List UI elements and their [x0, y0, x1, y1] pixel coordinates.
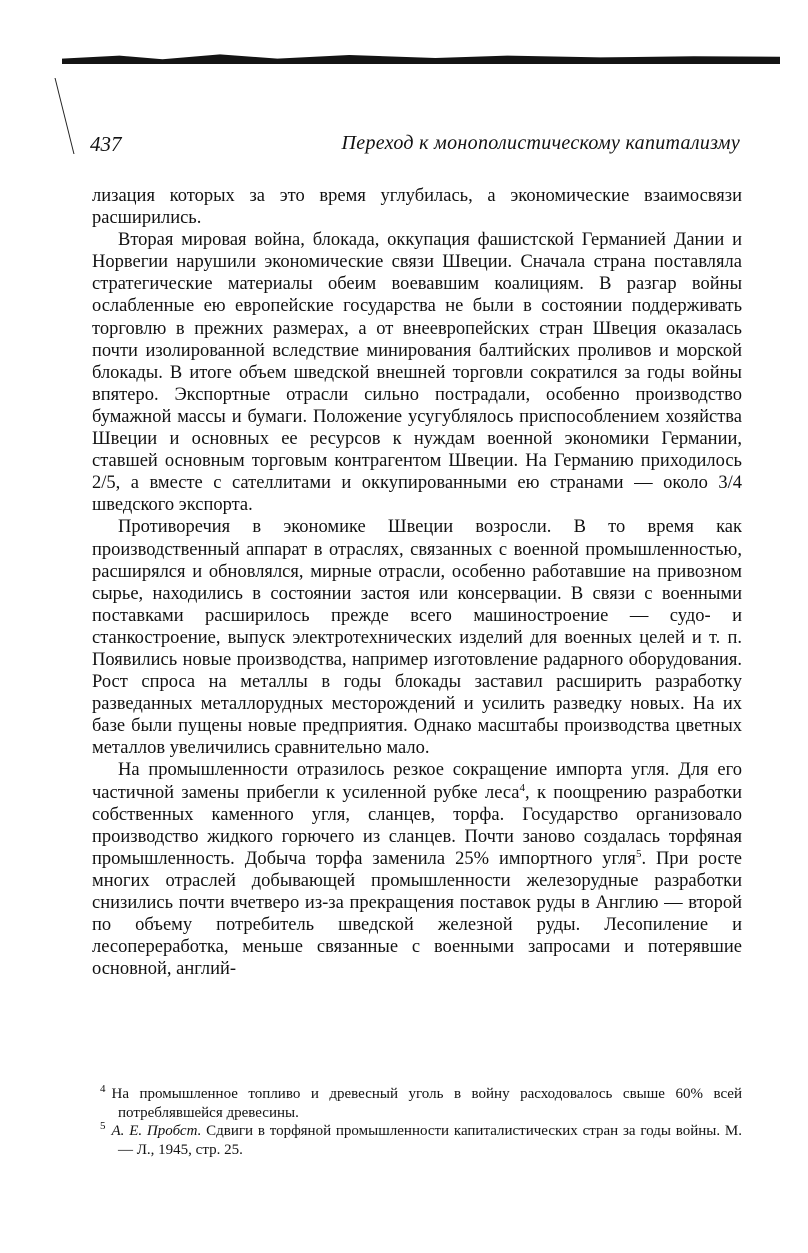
- footnote-4-text: На промышленное топливо и древесный уголь в войну расходовалось свыше 60% всей потреблявшейся древесины.: [111, 1086, 742, 1121]
- paragraph-4-part-2: , к поощрению разработки собственных каменного угля, сланцев, торфа. Государство организовало производство жидкого горючего из сланцев. Почти заново создалась торфяная промышленность. Добыча торфа заменила 25% импортного угля: [92, 782, 742, 869]
- footnote-5-text: Сдвиги в торфяной промышленности капиталистических стран за годы войны. М.— Л., 1945, стр. 25.: [118, 1123, 742, 1158]
- paragraph-4-part-3: . При росте многих отраслей добывающей промышленности железорудные разработки снизились почти вчетверо из-за прекращения поставок руды в Англию — второй по объему потребитель шведской железной руды. Лесопиление и лесопереработка, меньше связанные с военными запросами и потерявшие основной, англий-: [92, 848, 742, 980]
- running-title: Переход к монополистическому капитализму: [341, 132, 740, 154]
- body-text: [92, 185, 742, 980]
- paragraph-3: Противоречия в экономике Швеции возросли. В то время как производственный аппарат в отраслях, связанных с военной промышленностью, расширялся и обновлялся, мирные отрасли, особенно работавшие на привозном сырье, находились в состоянии застоя или консервации. В связи с военными поставками расширилось прежде всего машиностроение — судо- и станкостроение, выпуск электротехнических изделий для военных целей и т. п. Появились новые производства, например изготовление радарного оборудования. Рост спроса на металлы в годы блокады заставил расширить разработку разведанных металлорудных месторождений и усилить разведку новых. На их базе были пущены новые предприятия. Однако масштабы производства цветных металлов увеличились сравнительно мало.: [92, 517, 742, 759]
- footnote-4: [100, 1085, 742, 1122]
- paragraph-2: Вторая мировая война, блокада, оккупация фашистской Германией Дании и Норвегии нарушили экономические связи Швеции. Сначала страна поставляла стратегические материалы обеим воевавшим коалициям. В разгар войны ослабленные ею европейские государства не были в состоянии поддерживать торговлю в прежних размерах, а от внеевропейских стран Швеция оказалась почти изолированной вследствие минирования балтийских проливов и морской блокады. В итоге объем шведской внешней торговли сократился за годы войны впятеро. Экспортные отрасли сильно пострадали, особенно производство бумажной массы и бумаги. Положение усугублялось приспособлением хозяйства Швеции и основных ее ресурсов к нуждам военной экономики Германии, ставшей основным торговым контрагентом Швеции. На Германию приходилось 2/5, а вместе с сателлитами и оккупированными ею странами — около 3/4 шведского экспорта.: [92, 230, 742, 516]
- footnote-5-mark: 5: [100, 1120, 106, 1132]
- running-head: [90, 132, 740, 160]
- footnotes: [100, 1085, 742, 1159]
- paragraph-4-part-1: На промышленности отразилось резкое сокращение импорта угля. Для его частичной замены прибегли к усиленной рубке леса: [92, 760, 742, 803]
- footnote-5: [100, 1122, 742, 1159]
- footnote-ref-5: 5: [635, 847, 642, 860]
- footnote-ref-4: 4: [519, 781, 526, 794]
- footnote-5-author: А. Е. Пробст.: [111, 1123, 202, 1139]
- paragraph-4: [92, 759, 742, 980]
- top-decorative-rule: [62, 52, 780, 64]
- page-number: 437: [90, 132, 122, 156]
- paragraph-1: лизация которых за это время углубилась, а экономические взаимосвязи расширились.: [92, 186, 742, 229]
- footnote-4-mark: 4: [100, 1083, 106, 1095]
